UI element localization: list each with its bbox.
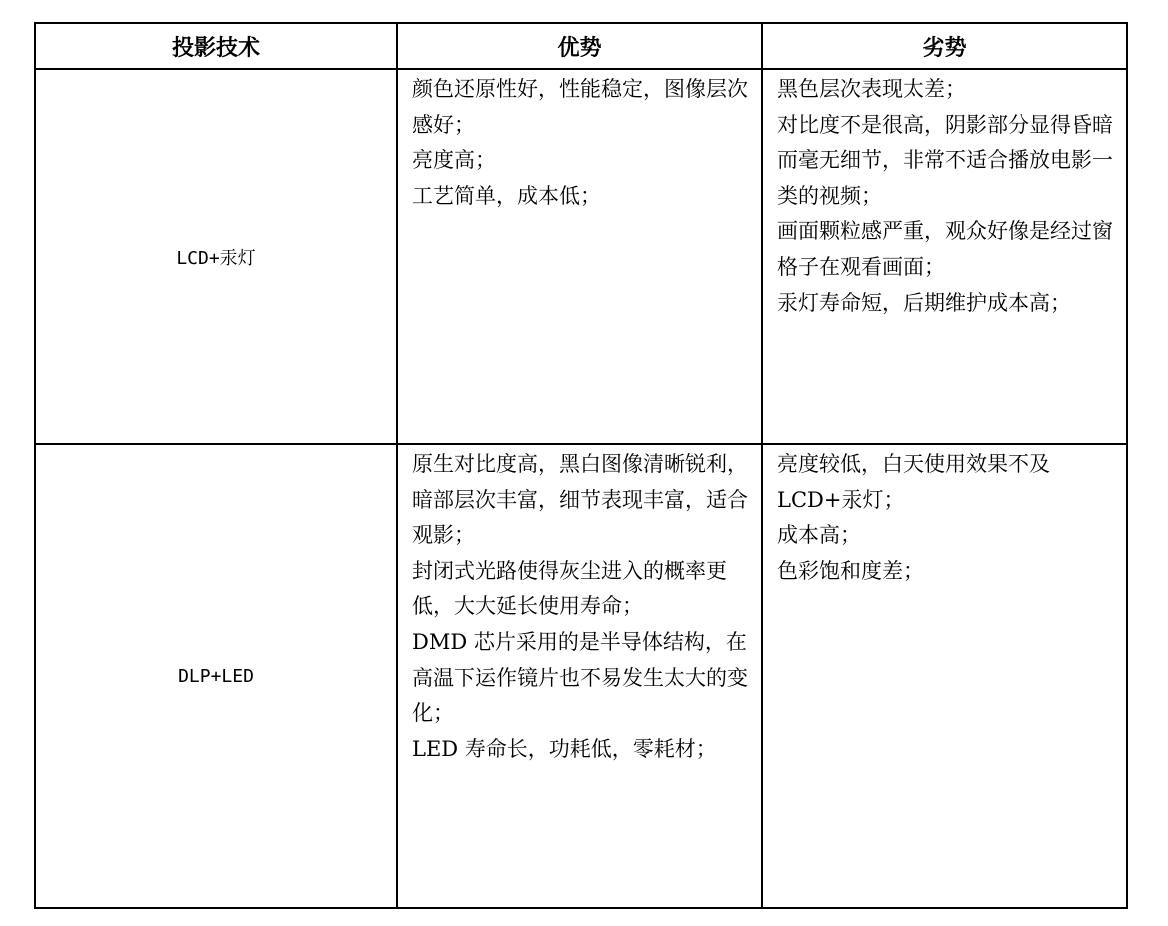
disadvantage-item: 成本高； xyxy=(777,523,861,548)
header-advantages: 优势 xyxy=(397,23,762,69)
disadvantage-item: 对比度不是很高，阴影部分显得昏暗而毫无细节，非常不适合播放电影一类的视频； xyxy=(777,112,1113,208)
advantage-item: LED 寿命长，功耗低，零耗材； xyxy=(412,736,717,761)
disadvantages-list xyxy=(777,72,1118,321)
table-row xyxy=(35,69,1127,444)
disadvantage-item: 亮度较低，白天使用效果不及 LCD+汞灯； xyxy=(777,452,1050,512)
advantage-item: 工艺简单，成本低； xyxy=(412,183,601,208)
technology-cell: LCD+汞灯 xyxy=(35,69,397,444)
disadvantage-item: 画面颗粒感严重，观众好像是经过窗格子在观看画面； xyxy=(777,219,1113,279)
header-disadvantages: 劣势 xyxy=(762,23,1127,69)
header-row xyxy=(35,23,1127,69)
advantages-cell xyxy=(397,444,762,908)
advantage-item: 颜色还原性好，性能稳定，图像层次感好； xyxy=(412,77,748,137)
disadvantages-cell xyxy=(762,444,1127,908)
advantage-item: 亮度高； xyxy=(412,148,496,173)
disadvantage-item: 汞灯寿命短，后期维护成本高； xyxy=(777,290,1071,315)
technology-cell: DLP+LED xyxy=(35,444,397,908)
disadvantages-cell xyxy=(762,69,1127,444)
advantages-cell xyxy=(397,69,762,444)
table-row xyxy=(35,444,1127,908)
header-technology: 投影技术 xyxy=(35,23,397,69)
advantage-item: 原生对比度高，黑白图像清晰锐利，暗部层次丰富，细节表现丰富，适合观影； xyxy=(412,452,748,548)
disadvantages-list xyxy=(777,447,1118,589)
advantages-list xyxy=(412,72,753,214)
comparison-table xyxy=(34,22,1128,909)
advantage-item: DMD 芯片采用的是半导体结构，在高温下运作镜片也不易发生太大的变化； xyxy=(412,629,748,726)
disadvantage-item: 黑色层次表现太差； xyxy=(777,77,966,101)
disadvantage-item: 色彩饱和度差； xyxy=(777,558,924,583)
advantages-list xyxy=(412,447,753,767)
advantage-item: 封闭式光路使得灰尘进入的概率更低，大大延长使用寿命； xyxy=(412,558,727,619)
